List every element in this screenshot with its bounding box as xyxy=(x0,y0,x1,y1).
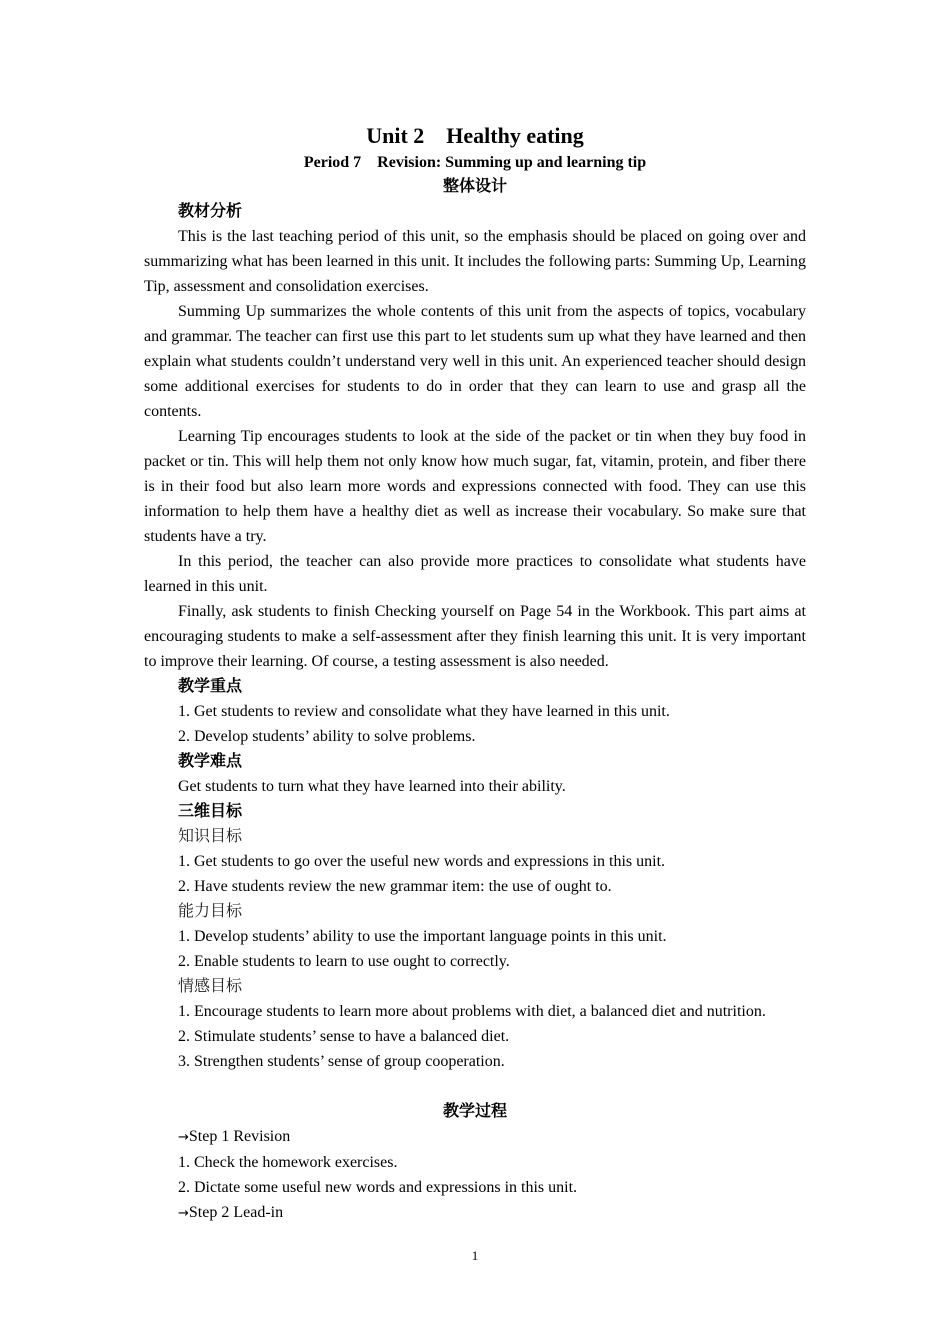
ability-objective-item: 2. Enable students to learn to use ought to correctly. xyxy=(178,953,510,970)
analysis-paragraph: Finally, ask students to finish Checking yourself on Page 54 in the Workbook. This part aims at encouraging students to make a self-assessment after they finish learning this unit. It is very important to improve their learning. Of course, a testing assessment is also needed. xyxy=(144,603,806,670)
document-page xyxy=(144,120,806,1226)
analysis-paragraph: This is the last teaching period of this unit, so the emphasis should be placed on going over and summarizing what has been learned in this unit. It includes the following parts: Summing Up, Learning Tip, assessment and consolidation exercises. xyxy=(144,228,806,295)
knowledge-objective-item: 1. Get students to go over the useful new words and expressions in this unit. xyxy=(178,853,666,870)
arrow-icon: → xyxy=(178,1130,189,1145)
knowledge-objectives-heading: 知识目标 xyxy=(178,828,243,845)
emotion-objectives-heading: 情感目标 xyxy=(178,978,243,995)
step-1-item: 2. Dictate some useful new words and expressions in this unit. xyxy=(178,1179,578,1196)
arrow-icon: → xyxy=(178,1206,189,1221)
step-1-label: Step 1 Revision xyxy=(188,1128,291,1145)
analysis-paragraph: Summing Up summarizes the whole contents of this unit from the aspects of topics, vocabulary and grammar. The teacher can first use this part to let students sum up what they have learned and then explain what students couldn’t understand very well in this unit. An experienced teacher should design some additional exercises for students to do in order that they can learn to use and grasp all the contents. xyxy=(144,303,806,420)
page-number: 1 xyxy=(471,1248,479,1263)
unit-title: Unit 2 Healthy eating xyxy=(366,123,584,148)
difficulty-item: Get students to turn what they have learned into their ability. xyxy=(178,778,566,795)
knowledge-objective-item: 2. Have students review the new grammar item: the use of ought to. xyxy=(178,878,612,895)
period-subtitle: Period 7 Revision: Summing up and learning tip xyxy=(303,154,647,171)
step-1-heading xyxy=(144,1124,806,1150)
analysis-paragraph: In this period, the teacher can also provide more practices to consolidate what students have learned in this unit. xyxy=(144,553,806,595)
difficulties-heading: 教学难点 xyxy=(178,753,243,770)
textbook-analysis-heading: 教材分析 xyxy=(178,203,243,220)
overall-design-heading: 整体设计 xyxy=(442,178,507,195)
ability-objective-item: 1. Develop students’ ability to use the important language points in this unit. xyxy=(178,928,667,945)
analysis-paragraph: Learning Tip encourages students to look at the side of the packet or tin when they buy food in packet or tin. This will help them not only know how much sugar, fat, vitamin, protein, and fiber there is in their food but also learn more words and expressions connected with food. They can use this information to help them have a healthy diet as well as increase their vocabulary. So make sure that students have a try. xyxy=(144,428,806,545)
objectives-heading: 三维目标 xyxy=(178,803,243,820)
step-2-label: Step 2 Lead-in xyxy=(188,1204,284,1221)
emotion-objective-item: 1. Encourage students to learn more about problems with diet, a balanced diet and nutrition. xyxy=(178,1003,766,1020)
step-1-item: 1. Check the homework exercises. xyxy=(178,1154,398,1171)
key-points-heading: 教学重点 xyxy=(178,678,243,695)
teaching-process-heading: 教学过程 xyxy=(442,1103,507,1120)
key-point-item: 2. Develop students’ ability to solve problems. xyxy=(178,728,476,745)
emotion-objective-item: 3. Strengthen students’ sense of group cooperation. xyxy=(178,1053,505,1070)
key-point-item: 1. Get students to review and consolidate what they have learned in this unit. xyxy=(178,703,670,720)
step-2-heading xyxy=(144,1200,806,1226)
emotion-objective-item: 2. Stimulate students’ sense to have a balanced diet. xyxy=(178,1028,510,1045)
blank-line xyxy=(144,1074,806,1099)
ability-objectives-heading: 能力目标 xyxy=(178,903,243,920)
